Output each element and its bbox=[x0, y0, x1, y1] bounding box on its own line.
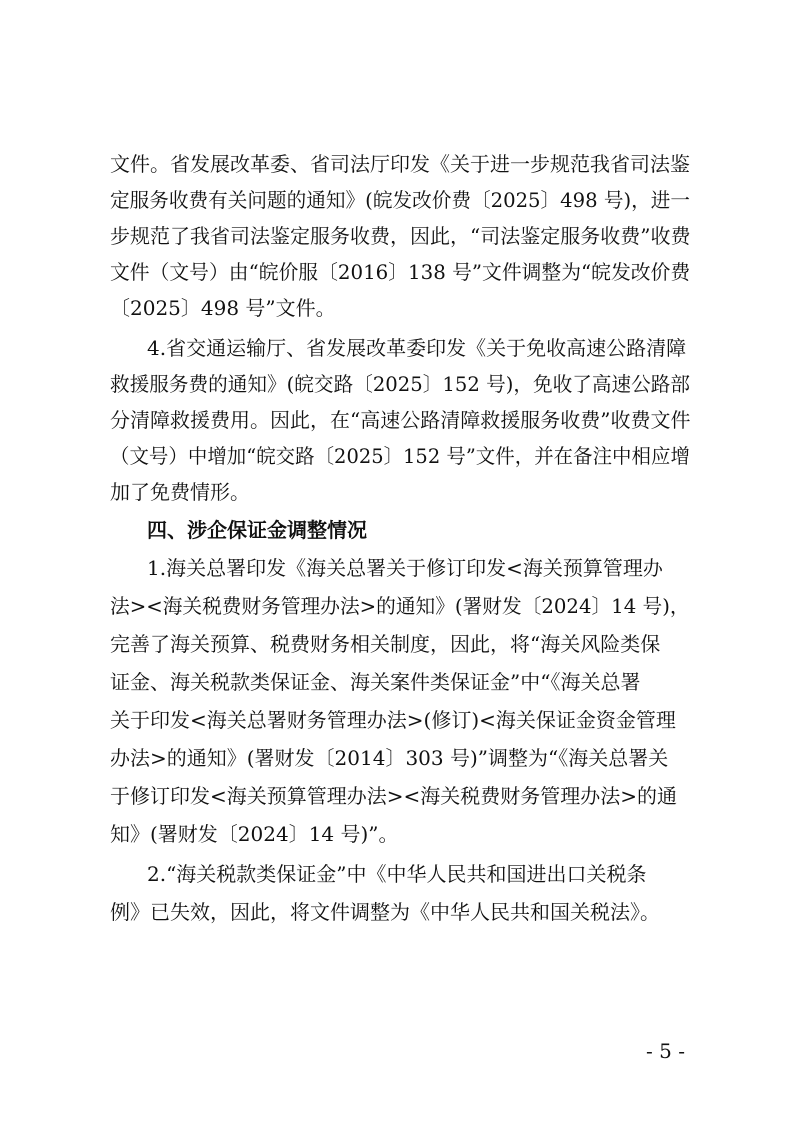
paragraph-line: （文号）中增加“皖交路〔2025〕152 号”文件，并在备注中相应增 bbox=[110, 444, 690, 468]
paragraph-line: 4.省交通运输厅、省发展改革委印发《关于免收高速公路清障 bbox=[147, 336, 687, 360]
paragraph-line: 例》已失效，因此，将文件调整为《中华人民共和国关税法》。 bbox=[110, 900, 660, 924]
paragraph-line: 法><海关税费财务管理办法>的通知》(署财发〔2024〕14 号)， bbox=[110, 594, 690, 618]
paragraph-line: 2.“海关税款类保证金”中《中华人民共和国进出口关税条 bbox=[147, 862, 647, 886]
paragraph-line: 1.海关总署印发《海关总署关于修订印发<海关预算管理办 bbox=[147, 556, 663, 580]
paragraph-line: 知》(署财发〔2024〕14 号)”。 bbox=[110, 822, 399, 846]
section-heading: 四、涉企保证金调整情况 bbox=[147, 518, 367, 542]
paragraph-line: 关于印发<海关总署财务管理办法>(修订)<海关保证金资金管理 bbox=[110, 708, 676, 732]
paragraph-line: 证金、海关税款类保证金、海关案件类保证金”中“《海关总署 bbox=[110, 670, 641, 694]
paragraph-line: 定服务收费有关问题的通知》(皖发改价费〔2025〕498 号)，进一 bbox=[110, 188, 691, 212]
paragraph-line: 救援服务费的通知》(皖交路〔2025〕152 号)，免收了高速公路部 bbox=[110, 372, 691, 396]
paragraph-line: 办法>的通知》(署财发〔2014〕303 号)”调整为“《海关总署关 bbox=[110, 746, 669, 770]
paragraph-line: 步规范了我省司法鉴定服务收费，因此，“司法鉴定服务收费”收费 bbox=[110, 224, 691, 248]
paragraph-line: 完善了海关预算、税费财务相关制度，因此，将“海关风险类保 bbox=[110, 632, 661, 656]
paragraph-line: 文件（文号）由“皖价服〔2016〕138 号”文件调整为“皖发改价费 bbox=[110, 260, 691, 284]
paragraph-line: 于修订印发<海关预算管理办法><海关税费财务管理办法>的通 bbox=[110, 784, 678, 808]
page-number: - 5 - bbox=[646, 1039, 685, 1063]
paragraph-line: 分清障救援费用。因此，在“高速公路清障救援服务收费”收费文件 bbox=[110, 408, 691, 432]
paragraph-line: 加了免费情形。 bbox=[110, 480, 250, 504]
paragraph-line: 〔2025〕498 号”文件。 bbox=[110, 296, 336, 320]
paragraph-line: 文件。省发展改革委、省司法厅印发《关于进一步规范我省司法鉴 bbox=[110, 152, 690, 176]
